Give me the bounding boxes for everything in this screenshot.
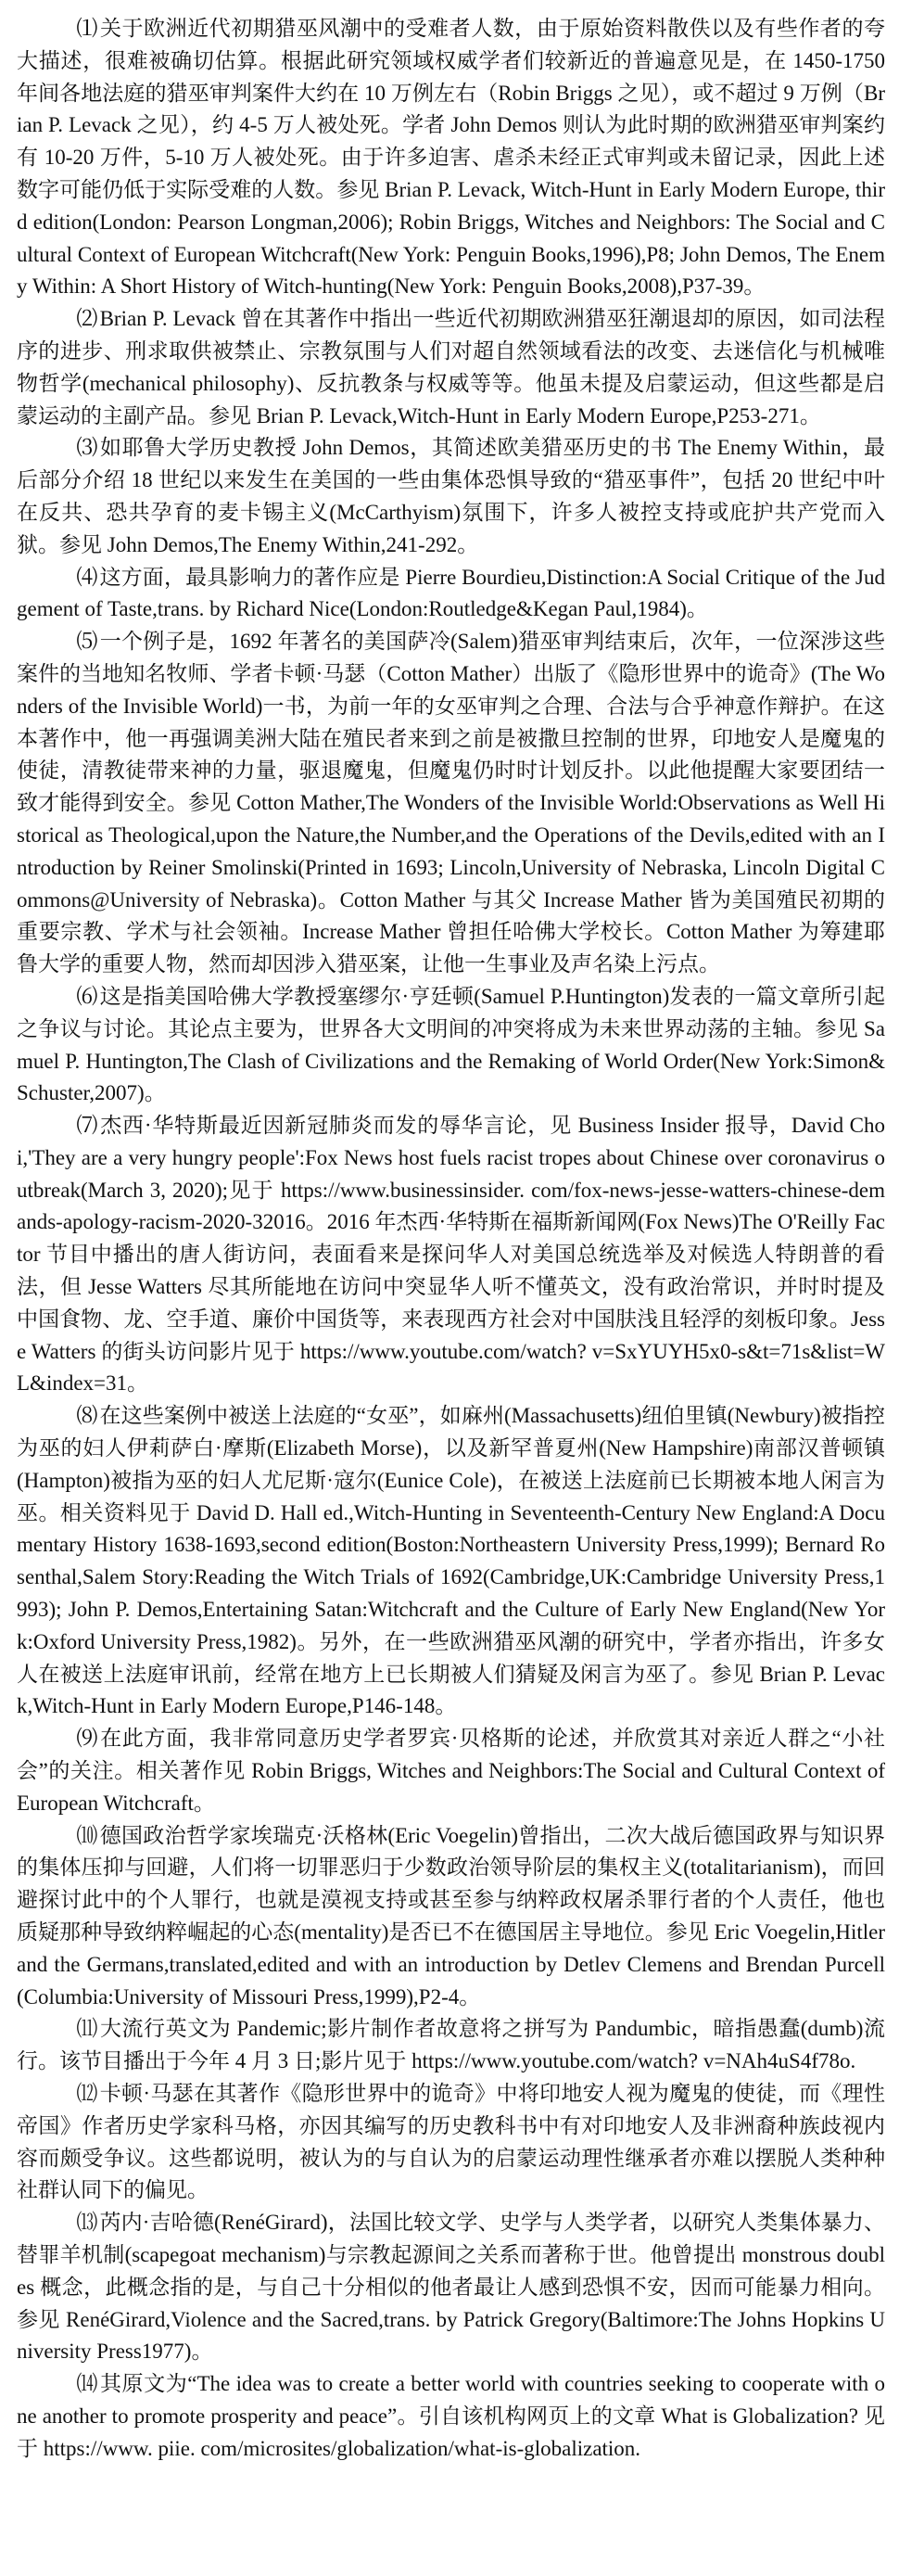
footnote-7 xyxy=(17,1110,885,1400)
footnote-text: 芮内·吉哈德(RenéGirard)，法国比较文学、史学与人类学者，以研究人类集体暴力、替罪羊机制(scapegoat mechanism)与宗教起源间之关系而著称于世。他曾提出 monstrous doubles 概念，此概念指的是，与自己十分相似的他者最让人感到恐惧不安，因而可能暴力相向。参见 RenéGirard,Violence and the Sacred,trans. by Patrick Gregory(Baltimore:The Johns Hopkins University Press1977)。 xyxy=(17,2211,886,2364)
footnote-marker: ⑹ xyxy=(76,984,98,1008)
footnote-text: Brian P. Levack 曾在其著作中指出一些近代初期欧洲猎巫狂潮退却的原因，如司法程序的进步、刑求取供被禁止、宗教氛围与人们对超自然领域看法的改变、去迷信化与机械唯物哲学(mechanical philosophy)、反抗教条与权威等等。他虽未提及启蒙运动，但这些都是启蒙运动的主副产品。参见 Brian P. Levack,Witch-Hunt in Early Modern Europe,P253-271。 xyxy=(17,307,886,427)
footnote-marker: ⑵ xyxy=(76,307,98,331)
footnote-marker: ⑻ xyxy=(76,1404,98,1428)
footnote-text: 其原文为“The idea was to create a better world with countries seeking to cooperate with one another to promote prosperity and peace”。引自该机构网页上的文章 What is Globalization? 见于 https://www. piie. com/microsites/globalization/what-is-globalization. xyxy=(17,2372,885,2460)
footnote-text: 在这些案例中被送上法庭的“女巫”，如麻州(Massachusetts)纽伯里镇(Newbury)被指控为巫的妇人伊莉萨白·摩斯(Elizabeth Morse)，以及新罕普夏州(New Hampshire)南部汉普顿镇(Hampton)被指为巫的妇人尤尼斯·寇尔(Eunice Cole)，在被送上法庭前已长期被本地人闲言为巫。相关资料见于 David D. Hall ed.,Witch-Hunting in Seventeenth-Century New England:A Documentary History 1638-1693,second edition(Boston:Northeastern University Press,1999); Bernard Rosenthal,Salem Story:Reading the Witch Trials of 1692(Cambridge,UK:Cambridge University Press,1993); John P. Demos,Entertaining Satan:Witchcraft and the Culture of Early New England(New York:Oxford University Press,1982)。另外，在一些欧洲猎巫风潮的研究中，学者亦指出，许多女人在被送上法庭审讯前，经常在地方上已长期被人们猜疑及闲言为巫了。参见 Brian P. Levack,Witch-Hunt in Early Modern Europe,P146-148。 xyxy=(17,1404,886,1718)
footnote-text: 关于欧洲近代初期猎巫风潮中的受难者人数，由于原始资料散佚以及有些作者的夸大描述，很难被确切估算。根据此研究领域权威学者们较新近的普遍意见是，在 1450-1750 年间各地法庭的猎巫审判案件大约在 10 万例左右（Robin Briggs 之见），或不超过 9 万例（Brian P. Levack 之见），约 4-5 万人被处死。学者 John Demos 则认为此时期的欧洲猎巫审判案约有 10-20 万件，5-10 万人被处死。由于许多迫害、虐杀未经正式审判或未留记录，因此上述数字可能仍低于实际受难的人数。参见 Brian P. Levack, Witch-Hunt in Early Modern Europe, third edition(London: Pearson Longman,2006); Robin Briggs, Witches and Neighbors: The Social and Cultural Context of European Witchcraft(New York: Penguin Books,1996),P8; John Demos, The Enemy Within: A Short History of Witch-hunting(New York: Penguin Books,2008),P37-39。 xyxy=(17,17,886,299)
footnote-8 xyxy=(17,1400,885,1723)
footnote-9 xyxy=(17,1723,885,1819)
footnote-1 xyxy=(17,13,885,303)
footnote-marker: ⑴ xyxy=(76,17,98,40)
footnote-marker: ⑿ xyxy=(76,2082,98,2105)
footnote-12 xyxy=(17,2078,885,2207)
footnote-13 xyxy=(17,2207,885,2368)
footnote-text: 这方面，最具影响力的著作应是 Pierre Bourdieu,Distinction:A Social Critique of the Judgement of Taste,trans. by Richard Nice(London:Routledge&Kegan Paul,1984)。 xyxy=(17,565,885,621)
footnote-text: 德国政治哲学家埃瑞克·沃格林(Eric Voegelin)曾指出，二次大战后德国政界与知识界的集体压抑与回避，人们将一切罪恶归于少数政治领导阶层的集权主义(totalitarianism)，而回避探讨此中的个人罪行，也就是漠视支持或甚至参与纳粹政权屠杀罪行者的个人责任，他也质疑那种导致纳粹崛起的心态(mentality)是否已不在德国居主导地位。参见 Eric Voegelin,Hitler and the Germans,translated,edited and with an introduction by Detlev Clemens and Brendan Purcell(Columbia:University of Missouri Press,1999),P2-4。 xyxy=(17,1823,885,2009)
footnote-text: 杰西·华特斯最近因新冠肺炎而发的辱华言论，见 Business Insider 报导，David Choi,'They are a very hungry people':Fox News host fuels racist tropes about Chinese over coronavirus outbreak(March 3, 2020);见于 https://www.businessinsider. com/fox-news-jesse-watters-chinese-demands-apology-racism-2020-32016。2016 年杰西·华特斯在福斯新闻网(Fox News)The O'Reilly Factor 节目中播出的唐人街访问，表面看来是探问华人对美国总统选举及对候选人特朗普的看法，但 Jesse Watters 尽其所能地在访问中突显华人听不懂英文，没有政治常识，并时时提及中国食物、龙、空手道、廉价中国货等，来表现西方社会对中国肤浅且轻浮的刻板印象。Jesse Watters 的街头访问影片见于 https://www.youtube.com/watch? v=SxYUYH5x0-s&t=71s&list=WL&index=31。 xyxy=(17,1114,885,1396)
footnote-2 xyxy=(17,303,885,432)
footnote-text: 在此方面，我非常同意历史学者罗宾·贝格斯的论述，并欣赏其对亲近人群之“小社会”的关注。相关著作见 Robin Briggs, Witches and Neighbors:The Social and Cultural Context of European Witchcraft。 xyxy=(17,1727,885,1815)
footnote-6 xyxy=(17,981,885,1110)
footnote-marker: ⑶ xyxy=(76,436,98,460)
footnote-3 xyxy=(17,432,885,561)
footnote-text: 大流行英文为 Pandemic;影片制作者故意将之拼写为 Pandumbic，暗指愚蠢(dumb)流行。该节目播出于今年 4 月 3 日;影片见于 https://www.youtube.com/watch? v=NAh4uS4f78o. xyxy=(17,2017,885,2073)
footnote-5 xyxy=(17,626,885,981)
footnote-marker: ⑷ xyxy=(76,565,98,589)
footnote-marker: ⑺ xyxy=(76,1114,99,1138)
footnote-14 xyxy=(17,2368,885,2465)
footnote-text: 卡顿·马瑟在其著作《隐形世界中的诡奇》中将印地安人视为魔鬼的使徒，而《理性帝国》作者历史学家科马格，亦因其编写的历史教科书中有对印地安人及非洲裔种族歧视内容而颇受争议。这些都说明，被认为的与自认为的启蒙运动理性继承者亦难以摆脱人类种种社群认同下的偏见。 xyxy=(17,2082,885,2202)
footnote-4 xyxy=(17,562,885,627)
footnote-text: 如耶鲁大学历史教授 John Demos，其简述欧美猎巫历史的书 The Enemy Within，最后部分介绍 18 世纪以来发生在美国的一些由集体恐惧导致的“猎巫事件”，包括 20 世纪中叶在反共、恐共孕育的麦卡锡主义(McCarthyism)氛围下，许多人被控支持或庇护共产党而入狱。参见 John Demos,The Enemy Within,241-292。 xyxy=(17,436,885,556)
footnote-text: 一个例子是，1692 年著名的美国萨冷(Salem)猎巫审判结束后，次年，一位深涉这些案件的当地知名牧师、学者卡顿·马瑟（Cotton Mather）出版了《隐形世界中的诡奇》(The Wonders of the Invisible World)一书，为前一年的女巫审判之合理、合法与合乎神意作辩护。在这本著作中，他一再强调美洲大陆在殖民者来到之前是被撒旦控制的世界，印地安人是魔鬼的使徒，清教徒带来神的力量，驱退魔鬼，但魔鬼仍时时计划反扑。以此他提醒大家要团结一致才能得到安全。参见 Cotton Mather,The Wonders of the Invisible World:Observations as Well Historical as Theological,upon the Nature,the Number,and the Operations of the Devils,edited with an Introduction by Reiner Smolinski(Printed in 1693; Lincoln,University of Nebraska, Lincoln Digital Commons@University of Nebraska)。Cotton Mather 与其父 Increase Mather 皆为美国殖民初期的重要宗教、学术与社会领袖。Increase Mather 曾担任哈佛大学校长。Cotton Mather 为筹建耶鲁大学的重要人物，然而却因涉入猎巫案，让他一生事业及声名染上污点。 xyxy=(17,630,886,976)
footnote-marker: ⑾ xyxy=(76,2017,98,2041)
footnote-10 xyxy=(17,1820,885,2014)
footnote-marker: ⑼ xyxy=(76,1727,99,1751)
footnote-text: 这是指美国哈佛大学教授塞缪尔·亨廷顿(Samuel P.Huntington)发表的一篇文章所引起之争议与讨论。其论点主要为，世界各大文明间的冲突将成为未来世界动荡的主轴。参见 Samuel P. Huntington,The Clash of Civilizations and the Remaking of World Order(New York:Simon&Schuster,2007)。 xyxy=(17,984,885,1105)
footnote-marker: ⒁ xyxy=(76,2372,98,2396)
footnote-11 xyxy=(17,2013,885,2078)
footnote-marker: ⑸ xyxy=(76,630,98,654)
footnote-marker: ⑽ xyxy=(76,1823,98,1847)
footnote-marker: ⒀ xyxy=(76,2211,98,2235)
